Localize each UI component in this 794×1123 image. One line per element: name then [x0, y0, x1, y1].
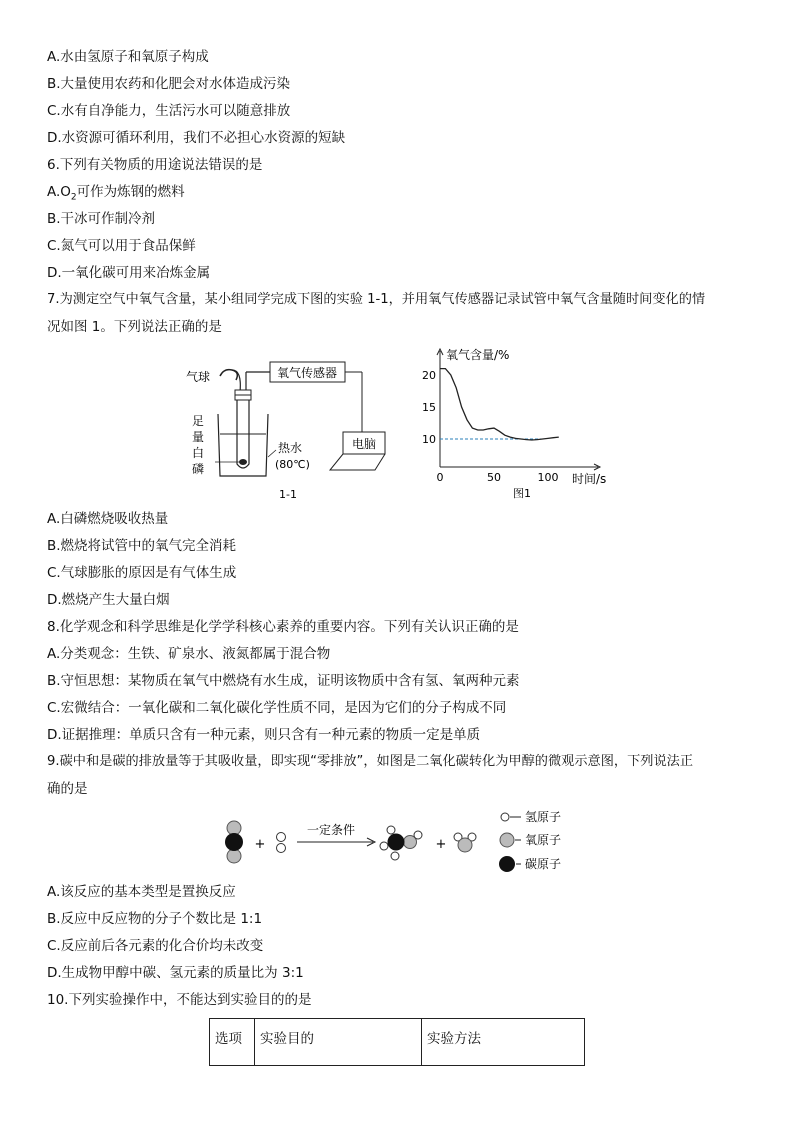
water-oxygen-atom	[458, 838, 472, 852]
q5-option-b: B.大量使用农药和化肥会对水体造成污染	[47, 76, 291, 92]
h2-atom-1	[277, 833, 286, 842]
q5-option-c: C.水有自净能力，生活污水可以随意排放	[47, 103, 291, 119]
q7-option-c: C.气球膨胀的原因是有气体生成	[47, 565, 237, 581]
computer-base	[330, 454, 385, 470]
co2-oxygen-atom-2	[227, 849, 241, 863]
legend-carbon-label: 碳原子	[525, 857, 562, 871]
q8-option-c: C.宏微结合：一氧化碳和二氧化碳化学性质不同，是因为它们的分子构成不同	[47, 700, 507, 716]
q6-option-b: B.干冰可作制冷剂	[47, 211, 156, 227]
co2-carbon-atom	[225, 833, 243, 851]
legend-hydrogen-label: 氢原子	[525, 810, 562, 824]
q9-option-d: D.生成物甲醇中碳、氢元素的质量比为 3:1	[47, 965, 304, 981]
q7-stem-line1: 7.为测定空气中氧气含量，某小组同学完成下图的实验 1-1，并用氧气传感器记录试管中氧气含量随时间变化的情	[47, 292, 706, 307]
sensor-label: 氧气传感器	[276, 366, 338, 380]
q9-stem-line1: 9.碳中和是碳的排放量等于其吸收量，即实现“零排放”，如图是二氧化碳转化为甲醇的微观示意图，下列说法正	[47, 754, 694, 769]
q10-stem: 10.下列实验操作中，不能达到实验目的的是	[47, 992, 312, 1008]
x-tick-label: 0	[436, 471, 444, 484]
x-tick-label: 50	[487, 471, 501, 484]
x-tick-label: 100	[537, 471, 559, 484]
h2-atom-2	[277, 844, 286, 853]
reaction-condition: 一定条件	[306, 823, 356, 837]
phosphorus-char-1: 足	[192, 414, 205, 428]
table-header-row	[210, 1019, 585, 1066]
q8-option-d: D.证据推理：单质只含有一种元素，则只含有一种元素的物质一定是单质	[47, 727, 481, 743]
balloon-label: 气球	[186, 370, 211, 384]
legend-oxygen-label: 氧原子	[525, 833, 562, 847]
oxygen-chart	[420, 345, 620, 505]
q10-table	[209, 1018, 585, 1066]
q6-option-c: C.氮气可以用于食品保鲜	[47, 238, 196, 254]
y-axis-label: 氧气含量/%	[446, 348, 510, 362]
y-tick-label: 10	[422, 433, 436, 446]
series-line	[440, 369, 559, 440]
y-tick-label: 20	[422, 369, 436, 382]
apparatus-figure	[180, 352, 395, 502]
q6-option-a-text: 可作为炼钢的燃料	[76, 184, 185, 200]
q7-option-a: A.白磷燃烧吸收热量	[47, 511, 169, 527]
q9-option-b: B.反应中反应物的分子个数比是 1:1	[47, 911, 263, 927]
methanol-h-atom-1	[387, 826, 395, 834]
phosphorus-char-2: 量	[192, 430, 205, 444]
temperature-label: (80℃)	[275, 458, 310, 471]
q9-option-a: A.该反应的基本类型是置换反应	[47, 884, 236, 900]
phosphorus-char-3: 白	[192, 446, 205, 460]
table-header-option: 选项	[210, 1019, 255, 1066]
q6-option-a-prefix: A.O	[47, 184, 71, 200]
q7-option-b: B.燃烧将试管中的氧气完全消耗	[47, 538, 237, 554]
phosphorus-char-4: 磷	[192, 462, 205, 476]
co2-oxygen-atom-1	[227, 821, 241, 835]
y-tick-label: 15	[422, 401, 436, 414]
q5-option-d: D.水资源可循环利用，我们不必担心水资源的短缺	[47, 130, 346, 146]
legend-hydrogen-icon	[501, 813, 509, 821]
methanol-h-atom-3	[391, 852, 399, 860]
q8-stem: 8.化学观念和科学思维是化学学科核心素养的重要内容。下列有关认识正确的是	[47, 619, 519, 635]
methanol-h-atom-2	[380, 842, 388, 850]
balloon-shape	[220, 370, 237, 380]
q6-option-a-subscript: 2	[70, 192, 77, 203]
legend-carbon-icon	[499, 856, 515, 872]
chart-caption: 图1	[513, 487, 531, 500]
table-header-purpose: 实验目的	[255, 1019, 422, 1066]
q6-option-a	[47, 183, 185, 207]
plus-sign-1: +	[254, 837, 266, 852]
water-pointer	[268, 450, 276, 457]
q5-option-a: A.水由氢原子和氧原子构成	[47, 49, 209, 65]
x-axis-label: 时间/s	[572, 472, 607, 486]
q8-option-a: A.分类观念：生铁、矿泉水、液氮都属于混合物	[47, 646, 331, 662]
q9-option-c: C.反应前后各元素的化合价均未改变	[47, 938, 264, 954]
q7-stem-line2: 况如图 1。下列说法正确的是	[47, 319, 222, 335]
methanol-h-atom-4	[414, 831, 422, 839]
hot-water-label: 热水	[278, 441, 303, 455]
table-header-method: 实验方法	[422, 1019, 585, 1066]
q9-stem-line2: 确的是	[47, 781, 88, 797]
plus-sign-2: +	[435, 837, 447, 852]
q7-option-d: D.燃烧产生大量白烟	[47, 592, 170, 608]
legend-oxygen-icon	[500, 833, 514, 847]
q8-option-b: B.守恒思想：某物质在氧气中燃烧有水生成，证明该物质中含有氢、氧两种元素	[47, 673, 520, 689]
computer-label: 电脑	[351, 437, 377, 451]
phosphorus-lump	[239, 459, 247, 465]
q6-stem: 6.下列有关物质的用途说法错误的是	[47, 157, 263, 173]
reaction-diagram	[215, 808, 585, 878]
q6-option-d: D.一氧化碳可用来冶炼金属	[47, 265, 211, 281]
beaker	[218, 414, 268, 476]
apparatus-caption: 1-1	[279, 488, 297, 501]
methanol-carbon-atom	[388, 834, 405, 851]
